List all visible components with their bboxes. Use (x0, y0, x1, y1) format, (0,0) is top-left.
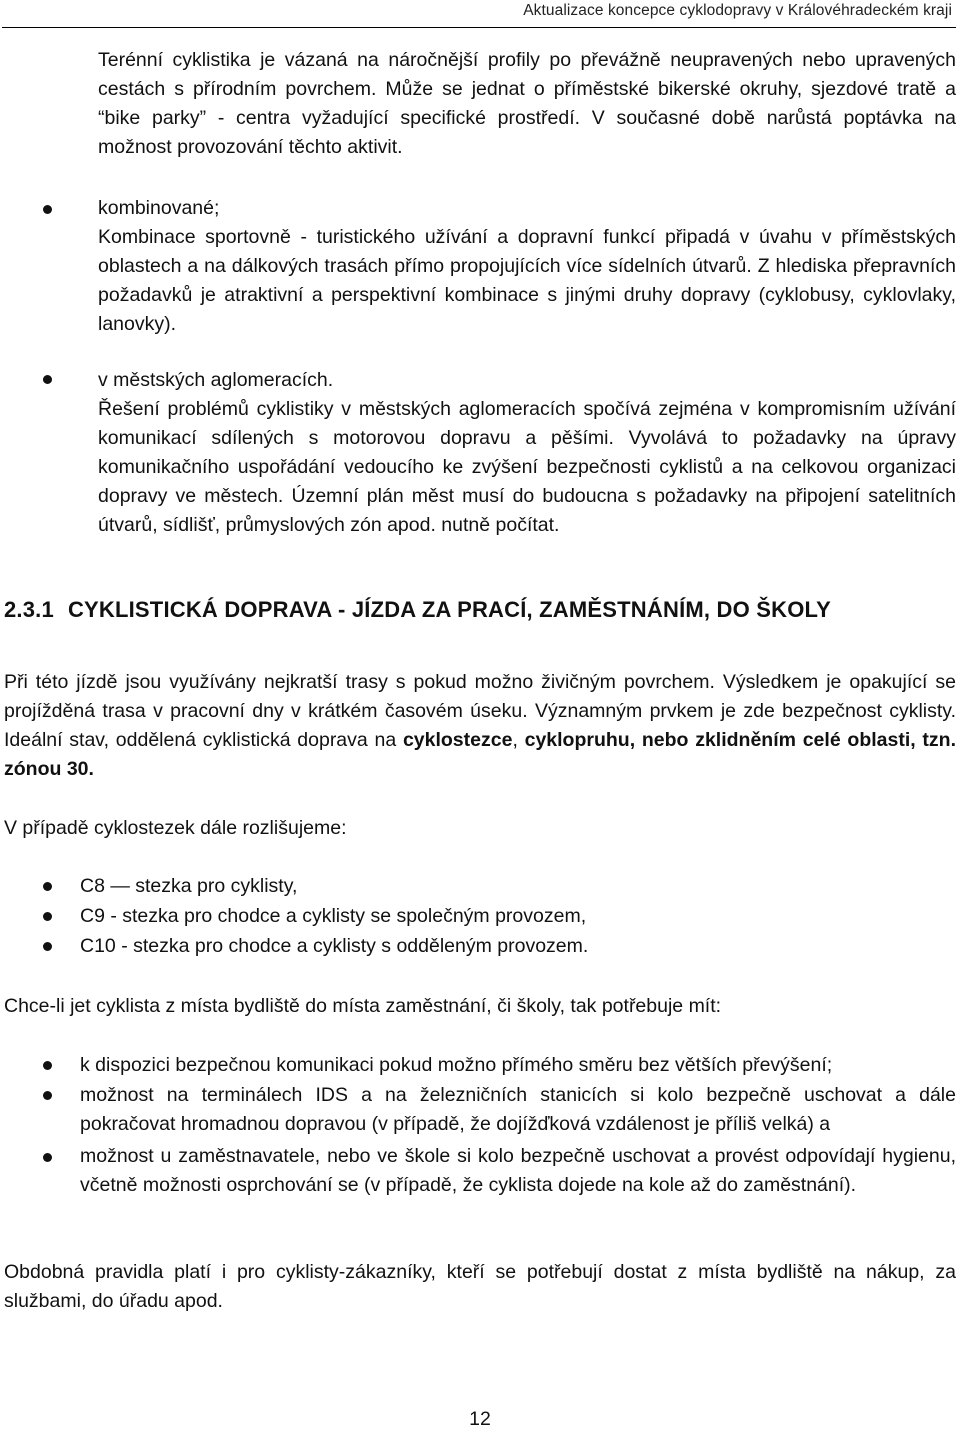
bold-term-cyklostezka: cyklostezce (402, 729, 513, 751)
commute-text: Při této jízdě jsou využívány nejkratší trasy s pokud možno živičným povrchem. Výsledkem je opakující se projížděná trasa v pracovní dny v krátkém časovém úseku. Významným prvkem je zde bezpečnost cyklisty. Ideální stav, oddělená cyklistická doprava na (4, 671, 956, 751)
list-item: možnost na terminálech IDS a na železničních stanicích si kolo bezpečně uschovat a dále pokračovat hromadnou dopravou (v případě, že dojížďková vzdálenost je příliš velká) a (80, 1084, 956, 1135)
list-item: C10 - stezka pro chodce a cyklisty s odděleným provozem. (80, 935, 589, 957)
bullet-icon (43, 942, 52, 951)
intro-paragraph: Terénní cyklistika je vázaná na náročnější profily po převážně neupravených nebo upravených cestách s přírodním povrchem. Může se jednat o příměstské bikerské okruhy, sjezdové tratě a “bike parky” - centra vyžadující specifické prostředí. V současné době narůstá poptávka na možnost provozování těchto aktivit. (98, 49, 956, 158)
section-number: 2.3.1 (4, 597, 54, 622)
commute-paragraph (4, 668, 956, 784)
item-body: Řešení problémů cyklistiky v městských aglomeracích spočívá zejména v kompromisním užívání komunikací sdílených s motorovou dopravu a pěšími. Vyvolává to požadavky na úpravy komunikačního uspořádání vedoucího ke zvýšení bezpečnosti cyklistů a na celkovou organizaci dopravy ve městech. Územní plán měst musí do budoucna s požadavky na připojení satelitních útvarů, sídlišť, průmyslových zón apod. nutně počítat. (98, 398, 956, 536)
bold-term-cyklopruh: cyklopruhu, nebo zklidněním celé oblasti, tzn. zónou 30. (4, 729, 956, 780)
item-title: kombinované; (98, 197, 220, 219)
list-item: k dispozici bezpečnou komunikaci pokud možno přímého směru bez větších převýšení; (80, 1054, 833, 1076)
needs-intro: Chce-li jet cyklista z místa bydliště do místa zaměstnání, či školy, tak potřebuje mít: (4, 995, 722, 1017)
list-item: C8 — stezka pro cyklisty, (80, 875, 298, 897)
bullet-icon (43, 912, 52, 921)
cyclepaths-intro: V případě cyklostezek dále rozlišujeme: (4, 817, 347, 839)
running-header: Aktualizace koncepce cyklodopravy v Královéhradeckém kraji (523, 2, 952, 19)
section-title: CYKLISTICKÁ DOPRAVA - JÍZDA ZA PRACÍ, ZAMĚSTNÁNÍM, DO ŠKOLY (67, 597, 832, 622)
list-item: C9 - stezka pro chodce a cyklisty se společným provozem, (80, 905, 587, 927)
list-item (98, 366, 956, 540)
header-rule (2, 27, 956, 28)
item-title: v městských aglomeracích. (98, 369, 334, 391)
item-body: Kombinace sportovně - turistického užívání a dopravní funkcí připadá v úvahu v příměstských oblastech a na dálkových trasách přímo propojujících více sídelních útvarů. Z hlediska přepravních požadavků je atraktivní a perspektivní kombinace s jinými druhy dopravy (cyklobusy, cyklovlaky, lanovky). (98, 226, 956, 335)
bullet-icon (43, 205, 52, 214)
page-number: 12 (469, 1408, 491, 1430)
bullet-icon (43, 375, 52, 384)
closing-paragraph: Obdobná pravidla platí i pro cyklisty-zákazníky, kteří se potřebují dostat z místa bydliště na nákup, za službami, do úřadu apod. (4, 1261, 956, 1312)
bullet-icon (43, 882, 52, 891)
section-heading (4, 597, 958, 623)
bullet-icon (43, 1061, 52, 1070)
bullet-icon (43, 1153, 52, 1162)
separator: , (512, 729, 525, 751)
bullet-icon (43, 1091, 52, 1100)
list-item (98, 194, 956, 339)
list-item: možnost u zaměstnavatele, nebo ve škole si kolo bezpečně uschovat a provést odpovídají hygienu, včetně možnosti osprchování se (v případě, že cyklista dojede na kole až do zaměstnání). (80, 1145, 956, 1196)
